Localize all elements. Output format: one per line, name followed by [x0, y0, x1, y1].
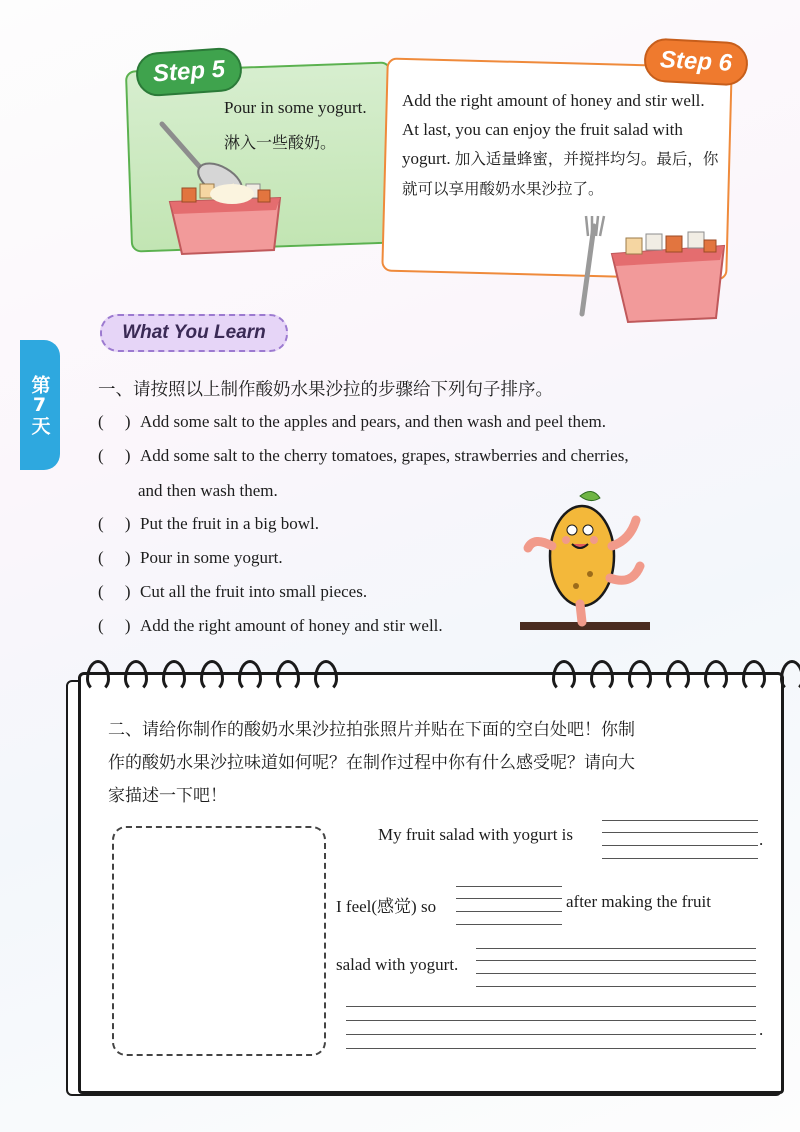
mango-mascot-illustration	[520, 486, 650, 636]
ring-icon	[314, 660, 338, 692]
yogurt-bowl-illustration	[150, 120, 300, 270]
item-text: Add some salt to the cherry tomatoes, grapes, strawberries and cherries,	[140, 446, 629, 465]
ring-icon	[666, 660, 690, 692]
item-text: Pour in some yogurt.	[140, 548, 283, 567]
photo-paste-area[interactable]	[112, 826, 326, 1056]
item-text-continuation: and then wash them.	[138, 481, 278, 500]
ring-icon	[238, 660, 262, 692]
question2-line: 作的酸奶水果沙拉味道如何呢？在制作过程中你有什么感受呢？请向大	[108, 753, 635, 773]
answer-blank[interactable]: ( )	[98, 616, 131, 635]
answer-blank[interactable]: ( )	[98, 582, 131, 601]
writing-line[interactable]	[476, 973, 756, 974]
step6-instruction-zh: 加入适量蜂蜜，并搅拌均匀。最后，你就可以享用酸奶水果沙拉了。	[402, 150, 719, 198]
step5-instruction-en: Pour in some yogurt.	[224, 98, 367, 117]
ring-icon	[124, 660, 148, 692]
day-tab: 第7天	[20, 340, 60, 470]
item-text: Add some salt to the apples and pears, and then wash and peel them.	[140, 412, 606, 431]
question2-line: 家描述一下吧！	[108, 786, 227, 806]
answer-blank[interactable]: ( )	[98, 514, 131, 533]
step6-instruction-en: Add the right amount of honey and stir well. At last, you can enjoy the fruit salad with yogurt.	[402, 91, 705, 168]
writing-line[interactable]	[346, 1048, 756, 1049]
ring-icon	[86, 660, 110, 692]
ring-icon	[780, 660, 800, 692]
period: .	[759, 830, 764, 849]
writing-line[interactable]	[456, 898, 562, 899]
ordering-item	[98, 412, 606, 432]
writing-line[interactable]	[476, 960, 756, 961]
ordering-item	[98, 582, 367, 602]
ring-icon	[162, 660, 186, 692]
ring-icon	[590, 660, 614, 692]
step5-instruction-zh: 淋入一些酸奶。	[224, 133, 337, 152]
spiral-binding-left	[86, 660, 338, 692]
writing-prompt-2-suffix: after making the fruit	[566, 892, 711, 911]
answer-blank[interactable]: ( )	[98, 412, 131, 431]
question2-line: 二、请给你制作的酸奶水果沙拉拍张照片并贴在下面的空白处吧！你制	[108, 720, 635, 740]
ring-icon	[742, 660, 766, 692]
ring-icon	[628, 660, 652, 692]
question1-heading: 一、请按照以上制作酸奶水果沙拉的步骤给下列句子排序。	[98, 380, 553, 400]
writing-line[interactable]	[346, 1020, 756, 1021]
answer-blank[interactable]: ( )	[98, 446, 131, 465]
question2-heading	[108, 714, 748, 813]
ring-icon	[704, 660, 728, 692]
ring-icon	[276, 660, 300, 692]
ordering-item	[98, 548, 283, 568]
writing-line[interactable]	[602, 832, 758, 833]
spiral-binding-right	[552, 660, 800, 692]
writing-prompt-2: I feel(感觉) so	[336, 897, 437, 916]
writing-line[interactable]	[602, 845, 758, 846]
writing-line[interactable]	[456, 911, 562, 912]
item-text: Put the fruit in a big bowl.	[140, 514, 319, 533]
writing-line[interactable]	[346, 1034, 756, 1035]
item-text: Add the right amount of honey and stir well.	[140, 616, 443, 635]
ordering-item	[98, 514, 319, 534]
ring-icon	[200, 660, 224, 692]
fruit-bowl-with-fork-illustration	[572, 214, 732, 326]
writing-line[interactable]	[346, 1006, 756, 1007]
writing-line[interactable]	[602, 820, 758, 821]
ring-icon	[552, 660, 576, 692]
step6-tag: Step 6	[643, 37, 749, 86]
writing-prompt-3: salad with yogurt.	[336, 955, 459, 974]
writing-line[interactable]	[476, 986, 756, 987]
step5-tag: Step 5	[135, 46, 244, 97]
step6-instruction	[402, 86, 720, 204]
writing-line[interactable]	[602, 858, 758, 859]
item-text: Cut all the fruit into small pieces.	[140, 582, 368, 601]
what-you-learn-badge: What You Learn	[100, 314, 288, 352]
writing-line[interactable]	[476, 948, 756, 949]
ordering-item	[98, 616, 443, 636]
answer-blank[interactable]: ( )	[98, 548, 131, 567]
writing-prompt-1: My fruit salad with yogurt is	[378, 825, 574, 844]
period: .	[759, 1020, 764, 1039]
ordering-item	[98, 446, 629, 466]
writing-line[interactable]	[456, 924, 562, 925]
writing-line[interactable]	[456, 886, 562, 887]
